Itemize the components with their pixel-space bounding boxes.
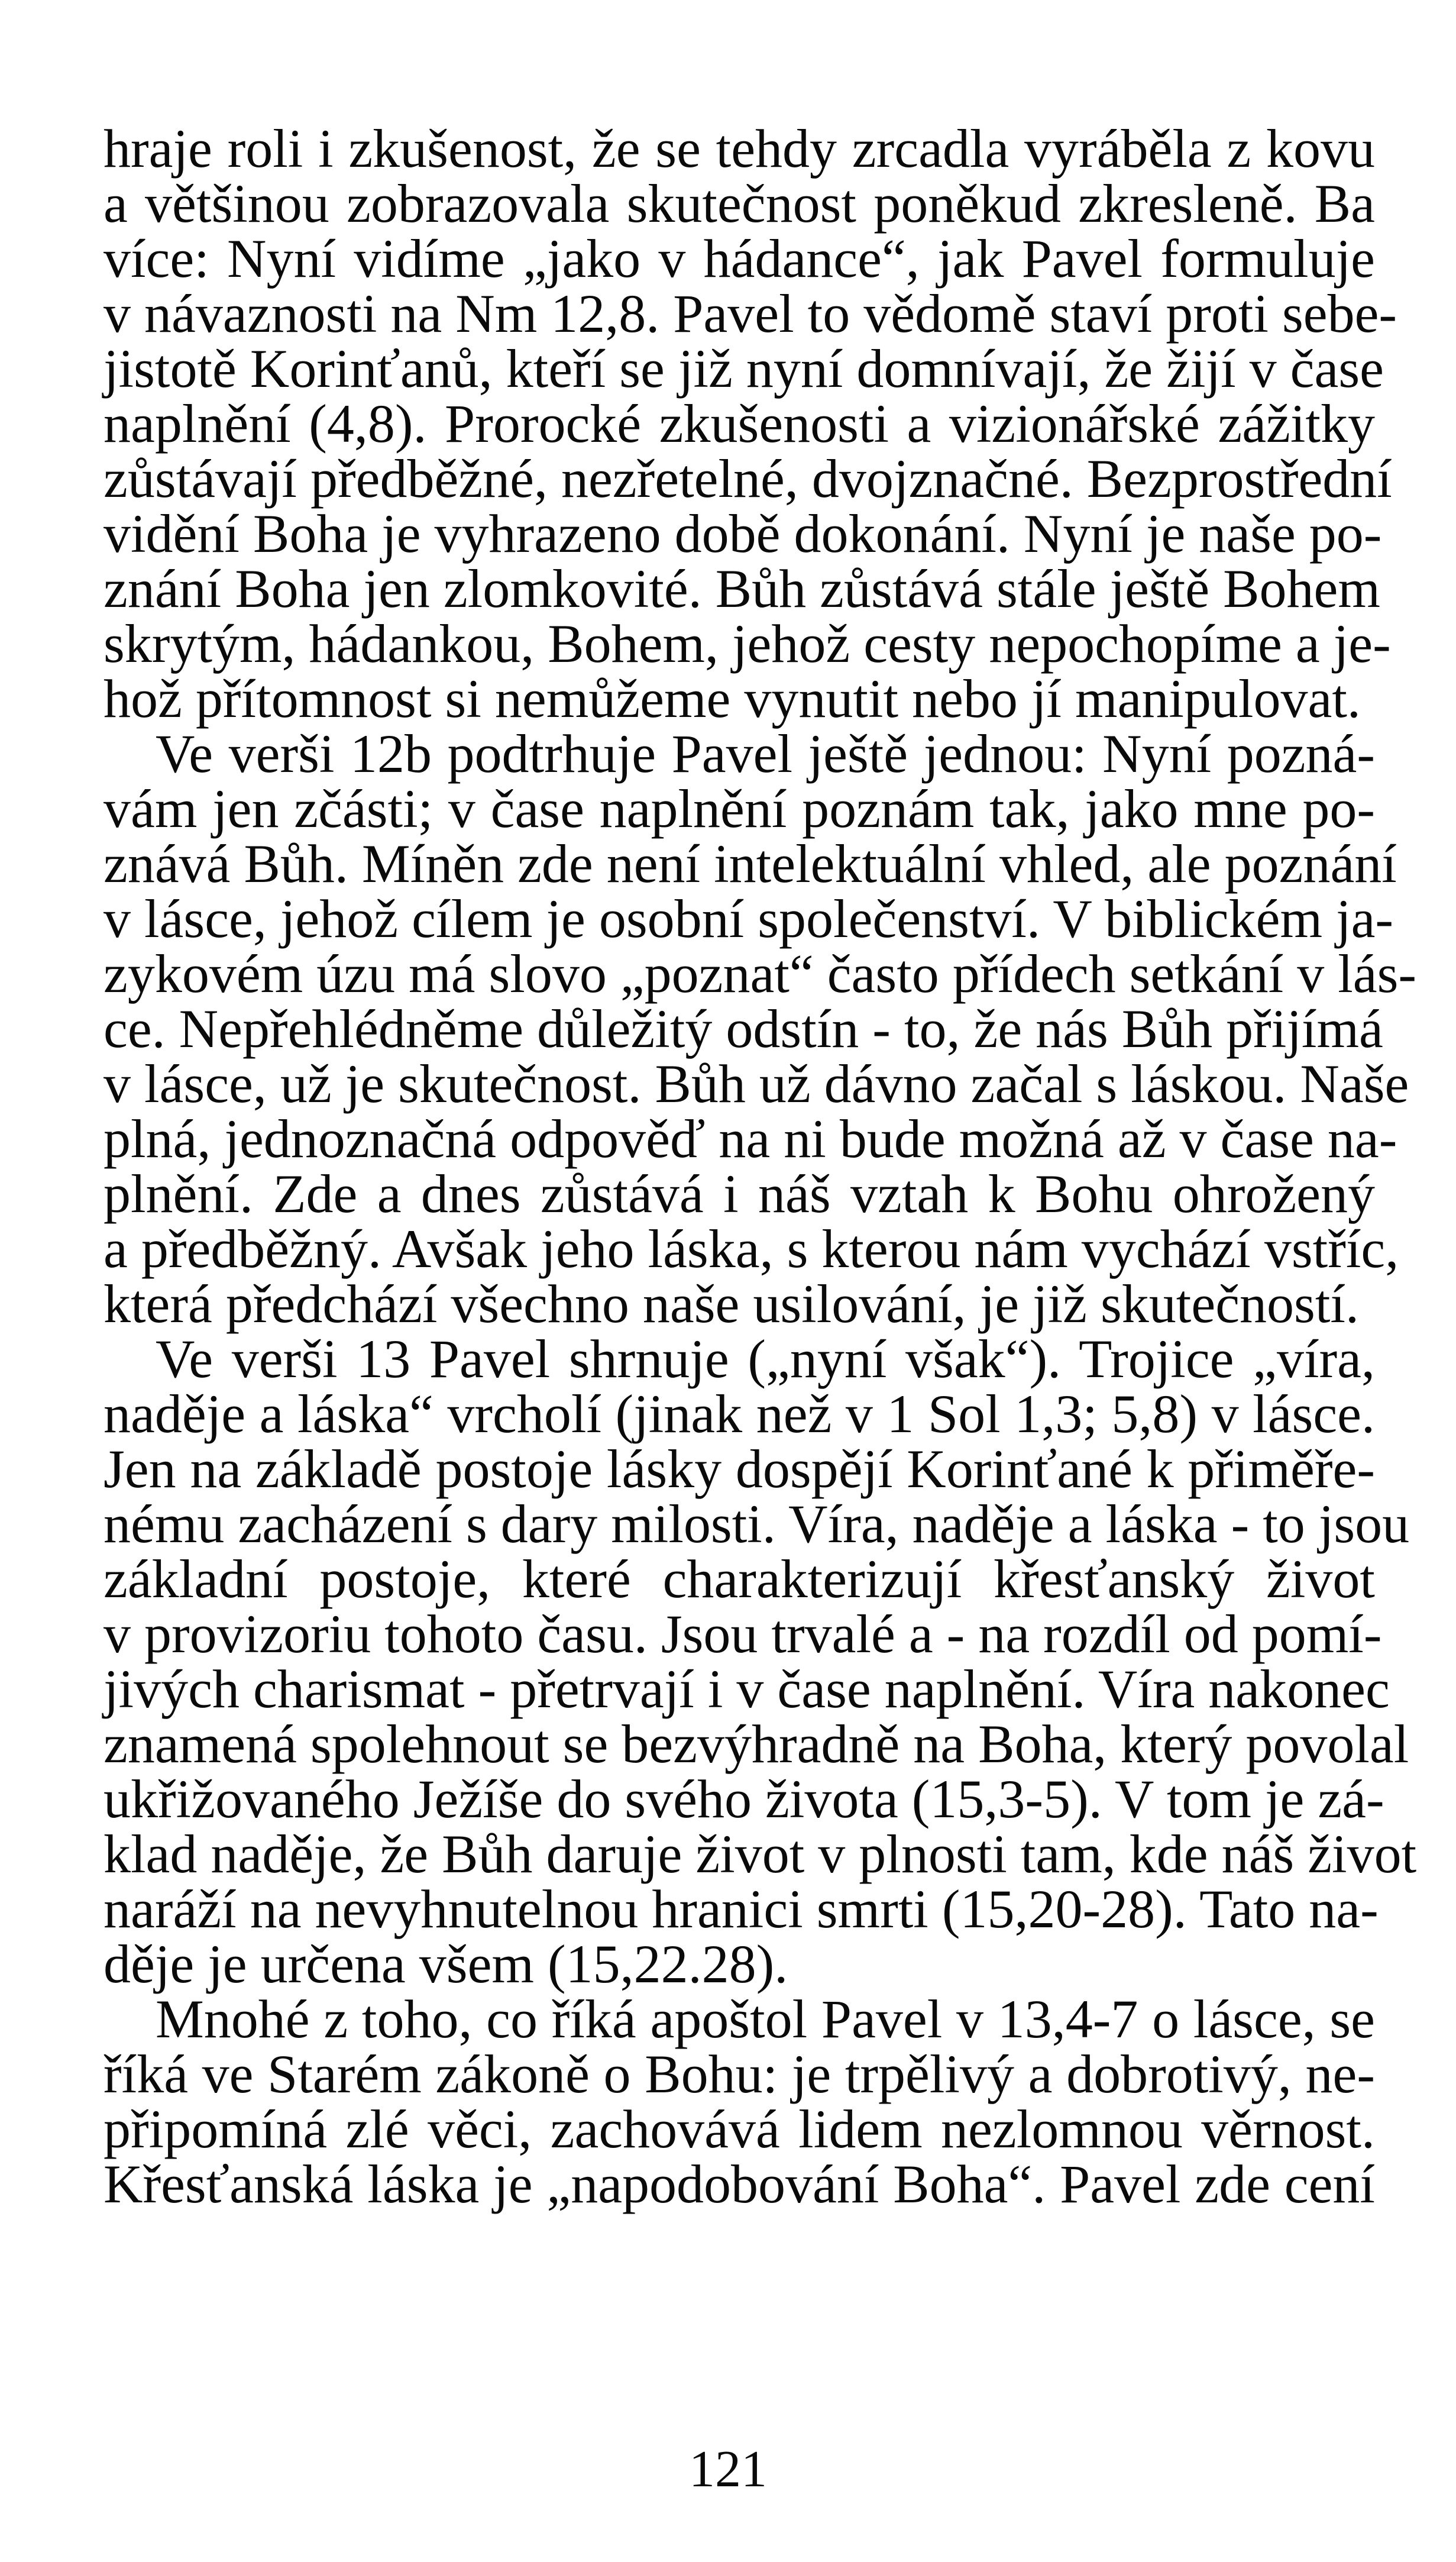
text-line: naděje a láska“ vrcholí (jinak než v 1 Sol 1,3; 5,8) v lásce. — [103, 1384, 1375, 1444]
text-line: plnění. Zde a dnes zůstává i náš vztah k Bohu ohrožený — [103, 1164, 1375, 1224]
text-line: zykovém úzu má slovo „poznat“ často přídech setkání v lás- — [103, 944, 1417, 1004]
text-line: která předchází všechno naše usilování, je již skutečností. — [103, 1274, 1359, 1334]
text-line: Jen na základě postoje lásky dospějí Korinťané k přiměře- — [103, 1439, 1375, 1499]
text-line: v návaznosti na Nm 12,8. Pavel to vědomě staví proti sebe- — [103, 283, 1397, 344]
text-line: klad naděje, že Bůh daruje život v plnosti tam, kde náš život — [103, 1824, 1417, 1884]
text-line: znání Boha jen zlomkovité. Bůh zůstává stále ještě Bohem — [103, 558, 1380, 619]
text-line: více: Nyní vidíme „jako v hádance“, jak Pavel formuluje — [103, 228, 1375, 289]
text-line: hož přítomnost si nemůžeme vynutit nebo jí manipulovat. — [103, 668, 1361, 729]
text-line: v lásce, jehož cílem je osobní společenství. V biblickém ja- — [103, 889, 1394, 949]
text-line: znamená spolehnout se bezvýhradně na Boha, který povolal — [103, 1714, 1409, 1774]
text-line: Ve verši 13 Pavel shrnuje („nyní však“). Trojice „víra, — [156, 1329, 1375, 1389]
text-line: a předběžný. Avšak jeho láska, s kterou nám vychází vstříc, — [103, 1219, 1399, 1279]
text-line: naráží na nevyhnutelnou hranici smrti (15,20-28). Tato na- — [103, 1879, 1379, 1939]
text-line: jistotě Korinťanů, kteří se již nyní domnívají, že žijí v čase — [103, 338, 1384, 399]
text-line: jivých charismat - přetrvají i v čase naplnění. Víra nakonec — [103, 1659, 1390, 1719]
text-line: vidění Boha je vyhrazeno době dokonání. Nyní je naše po- — [103, 503, 1382, 564]
text-line: hraje roli i zkušenost, že se tehdy zrcadla vyráběla z kovu — [103, 118, 1375, 179]
text-line: říká ve Starém zákoně o Bohu: je trpělivý a dobrotivý, ne- — [103, 2044, 1375, 2104]
text-line: Mnohé z toho, co říká apoštol Pavel v 13,4-7 o lásce, se — [156, 1989, 1375, 2049]
text-line: plná, jednoznačná odpověď na ni bude možná až v čase na- — [103, 1109, 1397, 1169]
text-line: v provizoriu tohoto času. Jsou trvalé a - na rozdíl od pomí- — [103, 1604, 1382, 1664]
text-line: naplnění (4,8). Prorocké zkušenosti a vizionářské zážitky — [103, 393, 1375, 454]
text-line: skrytým, hádankou, Bohem, jehož cesty nepochopíme a je- — [103, 613, 1391, 674]
text-line: zůstávají předběžné, nezřetelné, dvojznačné. Bezprostřední — [103, 448, 1392, 509]
text-line: Křesťanská láska je „napodobování Boha“. Pavel zde cení — [103, 2154, 1375, 2214]
text-line: Ve verši 12b podtrhuje Pavel ještě jednou: Nyní pozná- — [156, 723, 1375, 784]
text-line: základní postoje, které charakterizují křesťanský život — [103, 1549, 1375, 1609]
text-line: děje je určena všem (15,22.28). — [103, 1934, 788, 1994]
text-line: vám jen zčásti; v čase naplnění poznám tak, jako mne po- — [103, 778, 1375, 839]
body-text — [103, 118, 1417, 2214]
page-number: 121 — [689, 2441, 767, 2498]
text-line: ce. Nepřehlédněme důležitý odstín - to, že nás Bůh přijímá — [103, 999, 1383, 1059]
text-line: v lásce, už je skutečnost. Bůh už dávno začal s láskou. Naše — [103, 1054, 1409, 1114]
text-line: připomíná zlé věci, zachovává lidem nezlomnou věrnost. — [103, 2099, 1375, 2159]
text-line: a většinou zobrazovala skutečnost poněkud zkresleně. Ba — [103, 173, 1375, 234]
text-line: nému zacházení s dary milosti. Víra, naděje a láska - to jsou — [103, 1494, 1410, 1554]
text-line: ukřižovaného Ježíše do svého života (15,3-5). V tom je zá- — [103, 1769, 1384, 1829]
text-line: znává Bůh. Míněn zde není intelektuální vhled, ale poznání — [103, 833, 1397, 894]
